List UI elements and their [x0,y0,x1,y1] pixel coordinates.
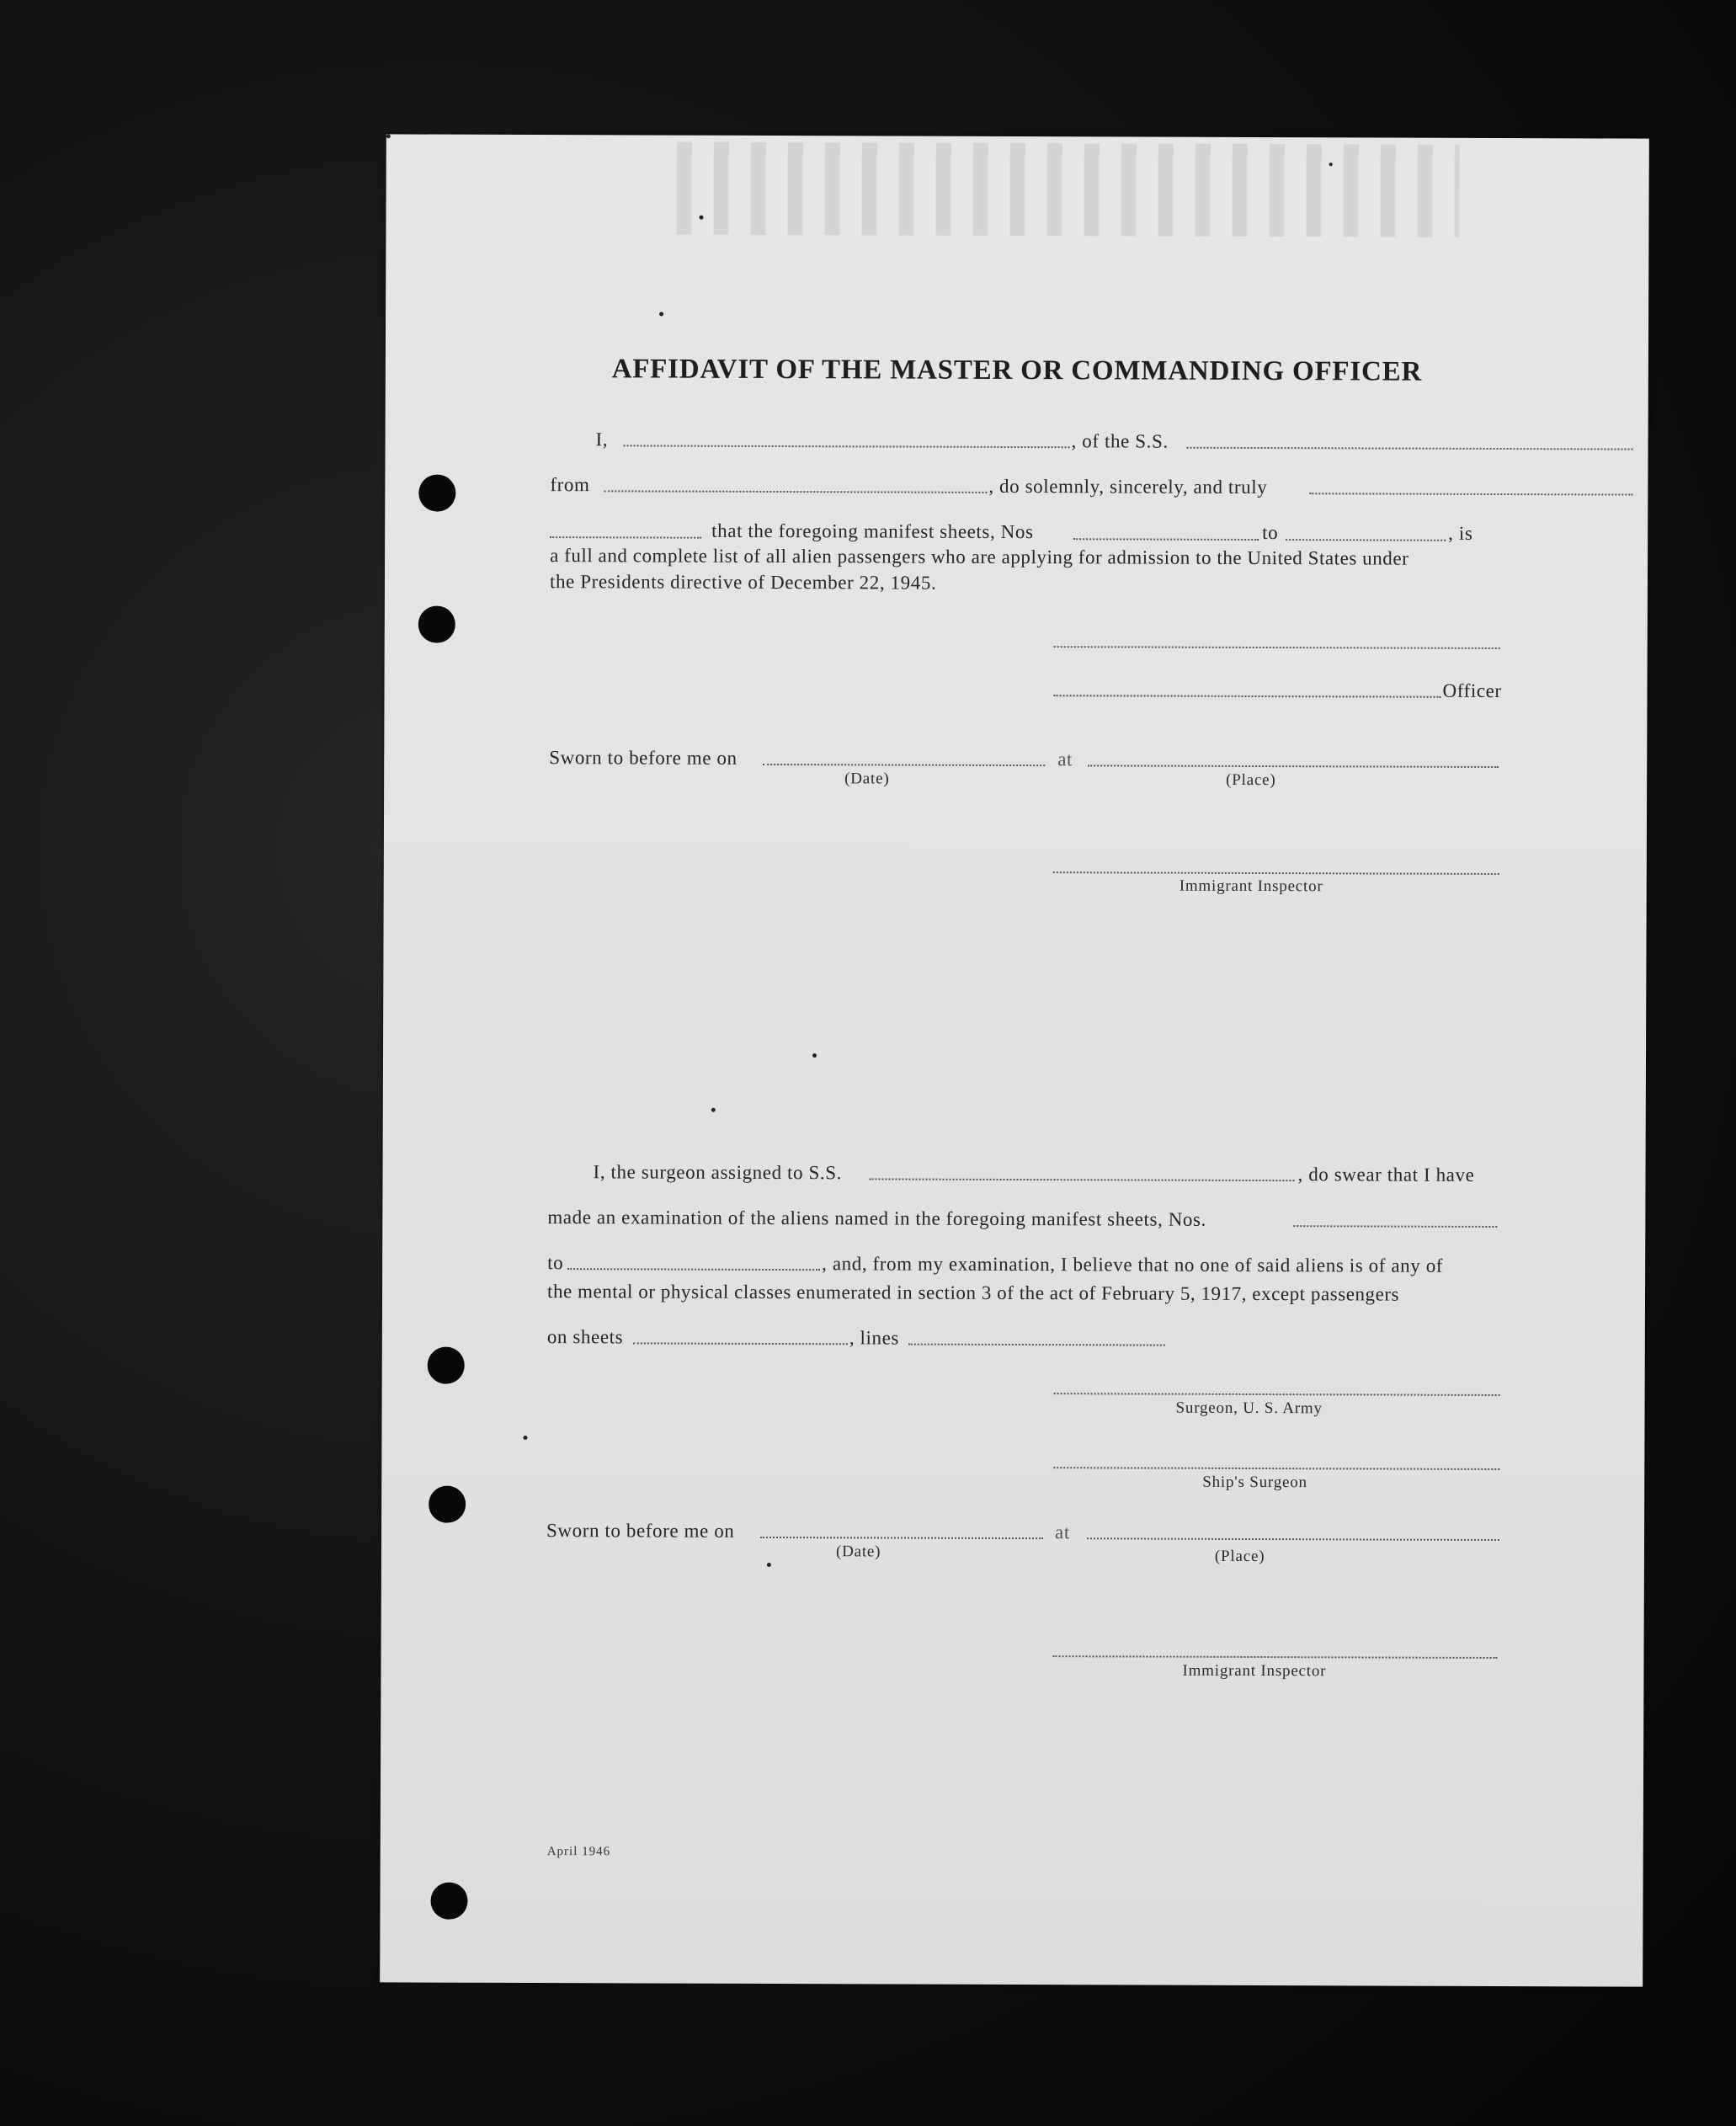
oath-type-field[interactable] [1309,493,1632,495]
surgeon-line2: made an examination of the aliens named in the foregoing manifest sheets, Nos. [547,1207,1206,1230]
affidavit-date-field[interactable] [763,764,1045,766]
surgeon-ship-field[interactable] [870,1178,1295,1181]
surgeon-inspector-signature[interactable] [1053,1655,1498,1659]
affidavit-at-label: at [1057,749,1073,770]
surgeon-sheets-to-field[interactable] [567,1268,820,1271]
speck [711,1108,716,1112]
affidavit-line2-from: from [550,474,590,496]
form-date: April 1946 [546,1845,611,1859]
surgeon-line3-to: to [547,1252,564,1274]
punch-hole [430,1883,467,1920]
document-page [380,134,1649,1986]
speck [767,1563,771,1567]
affidavit-title: AFFIDAVIT OF THE MASTER OR COMMANDING OFFICER [611,354,1423,387]
speck [659,312,663,317]
affidavit-sworn-label: Sworn to before me on [549,747,738,769]
affidavit-line3-to: to [1262,522,1279,544]
ship-name-field[interactable] [1187,447,1633,450]
surgeon-inspector-caption: Immigrant Inspector [1182,1661,1327,1681]
punch-hole [428,1347,465,1384]
surgeon-line1-start: I, the surgeon assigned to S.S. [593,1161,843,1184]
master-name-field[interactable] [624,445,1070,448]
speck [523,1436,527,1440]
affidavit-inspector-caption: Immigrant Inspector [1179,877,1323,896]
affidavit-line3-that: that the foregoing manifest sheets, Nos [711,520,1034,543]
affidavit-line4: a full and complete list of all alien passengers who are applying for admission to the United States under [550,545,1409,569]
army-surgeon-caption: Surgeon, U. S. Army [1175,1399,1323,1418]
affidavit-line1-of-ss: , of the S.S. [1071,430,1169,452]
surgeon-except-sheets-field[interactable] [633,1342,848,1345]
punch-hole [418,606,455,643]
surgeon-at-label: at [1055,1521,1070,1543]
bleed-through-texture [676,142,1459,237]
surgeon-line3-rest: , and, from my examination, I believe that no one of said aliens is of any of [822,1253,1444,1276]
officer-signature-line-2[interactable] [1054,695,1441,698]
affidavit-place-caption: (Place) [1226,770,1276,790]
affidavit-line5: the Presidents directive of December 22, 1945. [549,571,937,594]
speck [1329,163,1333,166]
army-surgeon-signature[interactable] [1054,1393,1500,1396]
surgeon-date-caption: (Date) [835,1543,881,1561]
surgeon-sworn-label: Sworn to before me on [546,1520,735,1542]
surgeon-sheets-from-field[interactable] [1293,1225,1497,1228]
sheets-from-field[interactable] [1073,538,1259,541]
punch-hole [429,1486,466,1523]
affidavit-date-caption: (Date) [844,770,890,788]
affidavit-line3-is: , is [1448,522,1473,544]
oath-type-field-cont[interactable] [550,536,701,539]
departure-port-field[interactable] [604,490,987,493]
speck [812,1053,817,1058]
surgeon-place-field[interactable] [1087,1537,1499,1541]
surgeon-except-lines-field[interactable] [908,1344,1165,1346]
officer-signature-line-1[interactable] [1054,646,1500,649]
affidavit-place-field[interactable] [1088,765,1499,768]
affidavit-line1-i: I, [595,429,609,450]
surgeon-line5-on: on sheets [546,1326,624,1348]
ship-surgeon-caption: Ship's Surgeon [1202,1473,1307,1492]
officer-label: Officer [1442,679,1502,702]
surgeon-date-field[interactable] [760,1537,1043,1539]
speck [699,216,703,220]
affidavit-inspector-signature[interactable] [1053,871,1499,875]
speck [386,134,391,138]
surgeon-line5-lines: , lines [849,1327,900,1349]
surgeon-line1-end: , do swear that I have [1297,1164,1475,1186]
surgeon-line4: the mental or physical classes enumerated in section 3 of the act of February 5, 1917, except passengers [546,1281,1400,1305]
affidavit-line2-rest: , do solemnly, sincerely, and truly [988,475,1268,498]
sheets-to-field[interactable] [1286,539,1446,541]
surgeon-place-caption: (Place) [1214,1547,1265,1566]
ship-surgeon-signature[interactable] [1053,1467,1499,1470]
punch-hole [418,475,455,512]
